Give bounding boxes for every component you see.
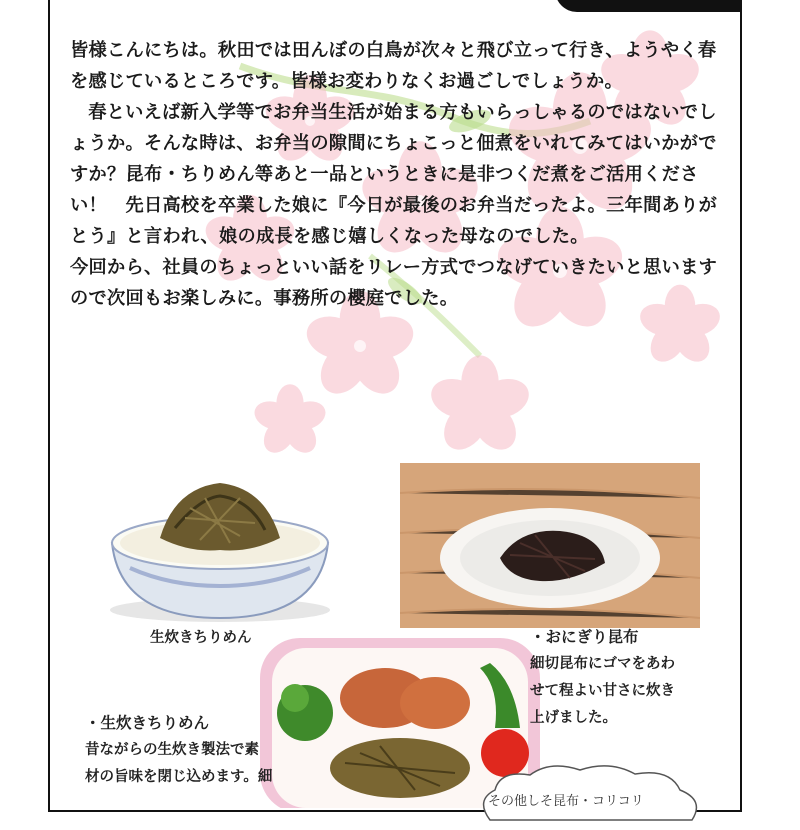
- konbu-product-note: [530, 624, 675, 732]
- chirimen-desc-line-2: 材の旨味を閉じ込めます。細: [85, 769, 273, 785]
- chirimen-photo-caption: 生炊きちりめん: [150, 630, 252, 646]
- article-paragraph-2: 春といえば新入学等でお弁当生活が始まる方もいらっしゃるのではないでしょうか。そんな時は、お弁当の隙間にちょこっと佃煮をいれてみてはいかがですか？昆布・ちりめん等あと一品というときに是非つくだ煮をご活用ください！ 先日高校を卒業した娘に『今日が最後のお弁当だったよ。三年間ありがとう』と言われ、娘の成長を感じ嬉しくなった母なのでした。: [70, 102, 718, 247]
- chirimen-desc-line-1: 昔ながらの生炊き製法で素: [85, 742, 259, 758]
- article-paragraph-3: 今回から、社員のちょっといい話をリレー方式でつなげていきたいと思いますので次回もお楽しみに。事務所の櫻庭でした。: [70, 257, 718, 309]
- page-frame: [48, 0, 742, 812]
- konbu-desc-line-1: 細切昆布にゴマをあわ: [530, 656, 675, 672]
- article-paragraph-1: 皆様こんにちは。秋田では田んぼの白鳥が次々と飛び立って行き、ようやく春を感じているところです。皆様お変わりなくお過ごしでしょうか。: [70, 40, 717, 92]
- header-tab: [555, 0, 741, 12]
- cloud-note-text: その他しそ昆布・コリコリ: [488, 794, 644, 809]
- chirimen-product-title: ・生炊きちりめん: [85, 714, 210, 732]
- chirimen-product-note: [85, 710, 272, 791]
- chirimen-rice-bowl-photo: [90, 468, 350, 628]
- konbu-desc-line-3: 上げました。: [530, 710, 617, 726]
- konbu-product-title: ・おにぎり昆布: [530, 628, 639, 646]
- onigiri-konbu-plate-photo: [400, 463, 700, 628]
- article-body: [70, 35, 730, 314]
- konbu-desc-line-2: せて程よい甘さに炊き: [530, 683, 675, 699]
